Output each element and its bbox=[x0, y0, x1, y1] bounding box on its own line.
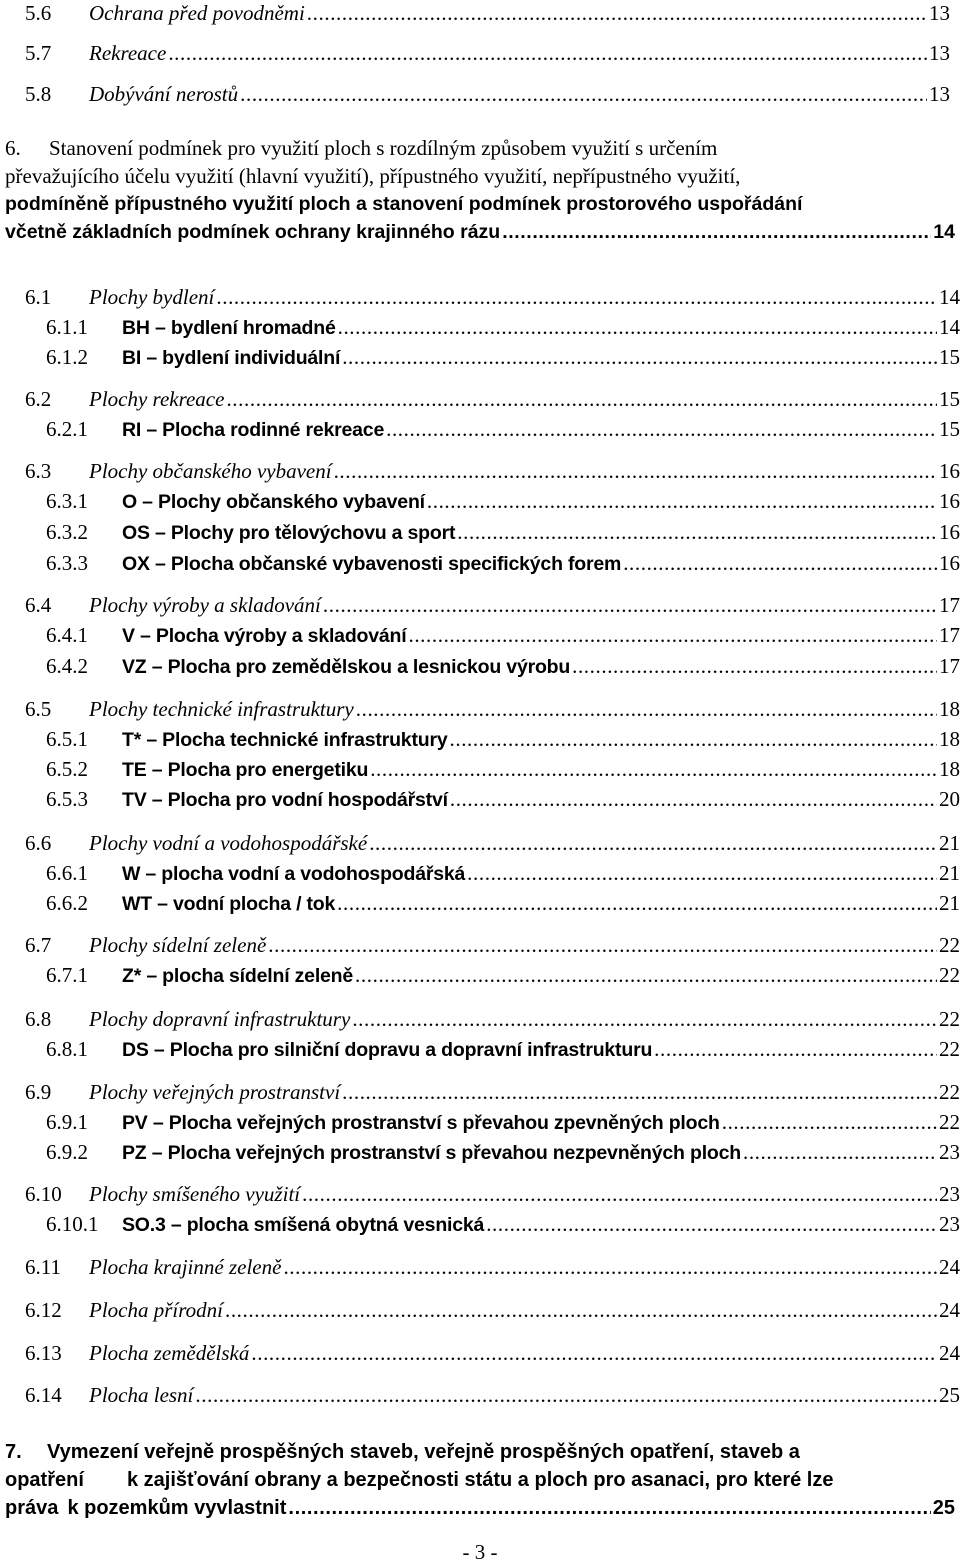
toc-number: 6.1.2 bbox=[46, 345, 88, 369]
dot-leader bbox=[283, 1254, 937, 1280]
dot-leader bbox=[216, 284, 937, 310]
dot-leader bbox=[356, 696, 937, 722]
toc-title: Plochy veřejných prostranství bbox=[89, 1080, 341, 1104]
toc-entry[interactable] bbox=[46, 622, 960, 649]
toc-page-number: 14 bbox=[939, 315, 960, 339]
toc-title: WT – vodní plocha / tok bbox=[122, 893, 336, 915]
toc-title: Plocha zemědělská bbox=[89, 1341, 250, 1365]
toc-number: 6.1.1 bbox=[46, 315, 88, 339]
toc-number: 6.3.3 bbox=[46, 551, 88, 575]
toc-title: VZ – Plocha pro zemědělskou a lesnickou výrobu bbox=[122, 656, 571, 678]
toc-entry[interactable] bbox=[46, 860, 960, 887]
dot-leader bbox=[338, 314, 937, 340]
chapter-6-line-4 bbox=[5, 218, 955, 246]
toc-page-number: 24 bbox=[939, 1255, 960, 1279]
toc-number: 6.3.1 bbox=[46, 489, 88, 513]
toc-number: 5.8 bbox=[25, 82, 52, 106]
toc-page-number: 14 bbox=[939, 285, 960, 309]
chapter-7-line-2 bbox=[5, 1466, 955, 1494]
toc-page-number: 18 bbox=[939, 757, 960, 781]
toc-page-number: 23 bbox=[939, 1182, 960, 1206]
toc-entry[interactable] bbox=[25, 932, 960, 958]
toc-number: 6.5 bbox=[25, 697, 52, 721]
toc-entry[interactable] bbox=[46, 550, 960, 577]
toc-title: OS – Plochy pro tělovýchovu a sport bbox=[122, 522, 456, 544]
chapter-title-line-1: Stanovení podmínek pro využití ploch s rozdílným způsobem využití s určením bbox=[49, 136, 718, 160]
toc-page-number: 21 bbox=[939, 831, 960, 855]
toc-number: 6.7.1 bbox=[46, 963, 88, 987]
toc-title: PZ – Plocha veřejných prostranství s převahou nezpevněných ploch bbox=[122, 1142, 741, 1164]
toc-page-number: 25 bbox=[932, 1497, 955, 1519]
toc-number: 6.12 bbox=[25, 1298, 62, 1322]
dot-leader bbox=[168, 40, 927, 66]
dot-leader bbox=[450, 726, 938, 752]
toc-number: 6.9.2 bbox=[46, 1140, 88, 1164]
toc-number: 6.2 bbox=[25, 387, 52, 411]
toc-entry[interactable] bbox=[46, 1139, 960, 1166]
toc-title: Plochy vodní a vodohospodářské bbox=[89, 831, 368, 855]
toc-entry-5-7[interactable] bbox=[25, 40, 950, 66]
toc-title: SO.3 – plocha smíšená obytná vesnická bbox=[122, 1214, 485, 1236]
dot-leader bbox=[450, 786, 937, 812]
chapter-title-line-4: včetně základních podmínek ochrany krajinného rázu bbox=[5, 221, 501, 243]
dot-leader bbox=[302, 1181, 937, 1207]
toc-page-number: 13 bbox=[929, 1, 950, 25]
dot-leader bbox=[386, 416, 937, 442]
toc-entry-5-6[interactable] bbox=[25, 0, 950, 26]
dot-leader bbox=[623, 550, 937, 576]
toc-title: TV – Plocha pro vodní hospodářství bbox=[122, 789, 448, 811]
toc-number: 6.13 bbox=[25, 1341, 62, 1365]
dot-leader bbox=[323, 592, 937, 618]
toc-page-number: 23 bbox=[939, 1140, 960, 1164]
toc-entry[interactable] bbox=[25, 1006, 960, 1032]
chapter-number: 7. bbox=[5, 1441, 22, 1463]
toc-number: 6.3.2 bbox=[46, 520, 88, 544]
chapter-title-line-1: Vymezení veřejně prospěšných staveb, veřejně prospěšných opatření, staveb a bbox=[47, 1441, 800, 1463]
toc-page-number: 13 bbox=[929, 82, 950, 106]
dot-leader bbox=[408, 622, 937, 648]
toc-page-number: 17 bbox=[939, 654, 960, 678]
toc-page-number: 16 bbox=[939, 459, 960, 483]
toc-title: Plochy rekreace bbox=[89, 387, 225, 411]
dot-leader bbox=[457, 519, 937, 545]
toc-title: Plochy výroby a skladování bbox=[89, 593, 321, 617]
page-footer-number: - 3 - bbox=[462, 1540, 498, 1564]
toc-title: TE – Plocha pro energetiku bbox=[122, 759, 369, 781]
toc-entry[interactable] bbox=[46, 1109, 960, 1136]
toc-title: Plochy bydlení bbox=[89, 285, 215, 309]
toc-entry[interactable] bbox=[25, 386, 960, 412]
toc-number: 6.8 bbox=[25, 1007, 52, 1031]
dot-leader bbox=[251, 1340, 937, 1366]
toc-entry[interactable] bbox=[25, 1382, 960, 1408]
toc-title: Plochy občanského vybavení bbox=[89, 459, 332, 483]
toc-title: Plocha přírodní bbox=[89, 1298, 223, 1322]
toc-entry[interactable] bbox=[25, 696, 960, 722]
toc-number: 6.6.2 bbox=[46, 891, 88, 915]
toc-number: 6.4.1 bbox=[46, 623, 88, 647]
toc-page-number: 13 bbox=[929, 41, 950, 65]
toc-page-number: 18 bbox=[939, 727, 960, 751]
dot-leader bbox=[195, 1382, 937, 1408]
toc-entry[interactable] bbox=[46, 488, 960, 515]
dot-leader bbox=[355, 962, 937, 988]
toc-number: 6.7 bbox=[25, 933, 52, 957]
chapter-7-line-3 bbox=[5, 1494, 955, 1522]
toc-entry[interactable] bbox=[25, 1079, 960, 1105]
dot-leader bbox=[722, 1109, 937, 1135]
dot-leader bbox=[352, 1006, 937, 1032]
toc-title: Plocha lesní bbox=[89, 1383, 194, 1407]
toc-title: Plocha krajinné zeleně bbox=[89, 1255, 282, 1279]
chapter-6-line-1 bbox=[5, 134, 955, 162]
toc-entry[interactable] bbox=[46, 416, 960, 443]
toc-entry[interactable] bbox=[25, 1340, 960, 1366]
chapter-7-line-1 bbox=[5, 1438, 955, 1466]
toc-number: 6.11 bbox=[25, 1255, 61, 1279]
toc-number: 6.3 bbox=[25, 459, 52, 483]
dot-leader bbox=[654, 1036, 937, 1062]
toc-title: BI – bydlení individuální bbox=[122, 347, 341, 369]
toc-entry[interactable] bbox=[46, 786, 960, 813]
toc-entry[interactable] bbox=[25, 458, 960, 484]
toc-page-number: 22 bbox=[939, 963, 960, 987]
toc-entry[interactable] bbox=[46, 726, 960, 753]
toc-page-number: 15 bbox=[939, 417, 960, 441]
toc-entry[interactable] bbox=[46, 519, 960, 546]
toc-number: 6.8.1 bbox=[46, 1037, 88, 1061]
toc-page-number: 17 bbox=[939, 623, 960, 647]
toc-chapter-6[interactable] bbox=[5, 134, 955, 246]
dot-leader bbox=[572, 653, 937, 679]
toc-number: 6.6.1 bbox=[46, 861, 88, 885]
toc-entry[interactable] bbox=[25, 1181, 960, 1207]
toc-page-number: 16 bbox=[939, 551, 960, 575]
toc-number: 6.14 bbox=[25, 1383, 62, 1407]
toc-title: T* – Plocha technické infrastruktury bbox=[122, 729, 448, 751]
toc-entry[interactable] bbox=[46, 890, 960, 917]
toc-number: 6.9 bbox=[25, 1080, 52, 1104]
toc-entry[interactable] bbox=[46, 1036, 960, 1063]
chapter-title-line-3a: práva bbox=[5, 1497, 59, 1519]
chapter-6-line-2: převažujícího účelu využití (hlavní využití), přípustného využití, nepřípustného využití, bbox=[5, 164, 741, 188]
toc-title: Plochy sídelní zeleně bbox=[89, 933, 267, 957]
toc-number: 6.4 bbox=[25, 593, 52, 617]
toc-number: 6.6 bbox=[25, 831, 52, 855]
toc-page-number: 18 bbox=[939, 697, 960, 721]
toc-entry[interactable] bbox=[46, 314, 960, 341]
dot-leader bbox=[486, 1211, 937, 1237]
dot-leader bbox=[502, 218, 931, 246]
dot-leader bbox=[225, 1297, 937, 1323]
toc-page-number: 15 bbox=[939, 387, 960, 411]
chapter-6-line-3: podmíněně přípustného využití ploch a stanovení podmínek prostorového uspořádání bbox=[5, 193, 803, 215]
toc-title: Ochrana před povodněmi bbox=[89, 1, 305, 25]
dot-leader bbox=[369, 830, 937, 856]
toc-title: DS – Plocha pro silniční dopravu a dopravní infrastrukturu bbox=[122, 1039, 653, 1061]
toc-number: 6.5.3 bbox=[46, 787, 88, 811]
dot-leader bbox=[467, 860, 937, 886]
toc-page-number: 24 bbox=[939, 1341, 960, 1365]
toc-title: PV – Plocha veřejných prostranství s převahou zpevněných ploch bbox=[122, 1112, 720, 1134]
toc-title: Rekreace bbox=[89, 41, 167, 65]
toc-page-number: 22 bbox=[939, 1037, 960, 1061]
dot-leader bbox=[240, 81, 927, 107]
dot-leader bbox=[342, 1079, 937, 1105]
dot-leader bbox=[370, 756, 937, 782]
toc-entry[interactable] bbox=[25, 592, 960, 618]
dot-leader bbox=[743, 1139, 937, 1165]
toc-page-number: 22 bbox=[939, 1007, 960, 1031]
chapter-title-line-2a: opatření bbox=[5, 1469, 84, 1491]
toc-page-number: 23 bbox=[939, 1212, 960, 1236]
toc-title: Dobývání nerostů bbox=[89, 82, 239, 106]
toc-page-number: 21 bbox=[939, 861, 960, 885]
toc-number: 6.10.1 bbox=[46, 1212, 99, 1236]
toc-entry[interactable] bbox=[46, 756, 960, 783]
toc-page-number: 22 bbox=[939, 1080, 960, 1104]
toc-entry[interactable] bbox=[25, 830, 960, 856]
toc-number: 5.7 bbox=[25, 41, 52, 65]
toc-title: V – Plocha výroby a skladování bbox=[122, 625, 407, 647]
dot-leader bbox=[337, 890, 937, 916]
chapter-title-line-2b: k zajišťování obrany a bezpečnosti státu a ploch pro asanaci, pro které lze bbox=[127, 1469, 834, 1491]
toc-page-number: 15 bbox=[939, 345, 960, 369]
toc-entry[interactable] bbox=[25, 1254, 960, 1280]
toc-title: Plochy technické infrastruktury bbox=[89, 697, 354, 721]
toc-entry-5-8[interactable] bbox=[25, 81, 950, 107]
toc-page-number: 22 bbox=[939, 933, 960, 957]
toc-title: O – Plochy občanského vybavení bbox=[122, 491, 425, 513]
dot-leader bbox=[226, 386, 937, 412]
toc-page-number: 21 bbox=[939, 891, 960, 915]
toc-page-number: 24 bbox=[939, 1298, 960, 1322]
dot-leader bbox=[288, 1494, 930, 1522]
toc-entry[interactable] bbox=[46, 653, 960, 680]
dot-leader bbox=[268, 932, 937, 958]
toc-page-number: 14 bbox=[933, 221, 955, 243]
toc-number: 6.1 bbox=[25, 285, 52, 309]
toc-title: BH – bydlení hromadné bbox=[122, 317, 336, 339]
toc-page-number: 17 bbox=[939, 593, 960, 617]
toc-number: 5.6 bbox=[25, 1, 52, 25]
toc-number: 6.4.2 bbox=[46, 654, 88, 678]
dot-leader bbox=[427, 488, 937, 514]
chapter-number: 6. bbox=[5, 136, 21, 160]
toc-title: W – plocha vodní a vodohospodářská bbox=[122, 863, 466, 885]
chapter-title-line-3b: k pozemkům vyvlastnit bbox=[67, 1497, 287, 1519]
dot-leader bbox=[334, 458, 937, 484]
toc-entry[interactable] bbox=[25, 284, 960, 310]
toc-number: 6.5.2 bbox=[46, 757, 88, 781]
toc-title: OX – Plocha občanské vybavenosti specifických forem bbox=[122, 553, 622, 575]
toc-title: RI – Plocha rodinné rekreace bbox=[122, 419, 385, 441]
toc-entry[interactable] bbox=[46, 962, 960, 989]
toc-title: Plochy dopravní infrastruktury bbox=[89, 1007, 351, 1031]
toc-title: Z* – plocha sídelní zeleně bbox=[122, 965, 354, 987]
toc-number: 6.9.1 bbox=[46, 1110, 88, 1134]
toc-number: 6.5.1 bbox=[46, 727, 88, 751]
toc-title: Plochy smíšeného využití bbox=[89, 1182, 301, 1206]
toc-page-number: 25 bbox=[939, 1383, 960, 1407]
dot-leader bbox=[342, 344, 937, 370]
dot-leader bbox=[307, 0, 927, 26]
toc-page-number: 16 bbox=[939, 520, 960, 544]
toc-page-number: 16 bbox=[939, 489, 960, 513]
toc-number: 6.10 bbox=[25, 1182, 62, 1206]
toc-number: 6.2.1 bbox=[46, 417, 88, 441]
toc-entry[interactable] bbox=[46, 344, 960, 371]
toc-entry[interactable] bbox=[25, 1297, 960, 1323]
toc-chapter-7[interactable] bbox=[5, 1438, 955, 1522]
toc-entry[interactable] bbox=[46, 1211, 960, 1238]
toc-page-number: 22 bbox=[939, 1110, 960, 1134]
toc-page-number: 20 bbox=[939, 787, 960, 811]
